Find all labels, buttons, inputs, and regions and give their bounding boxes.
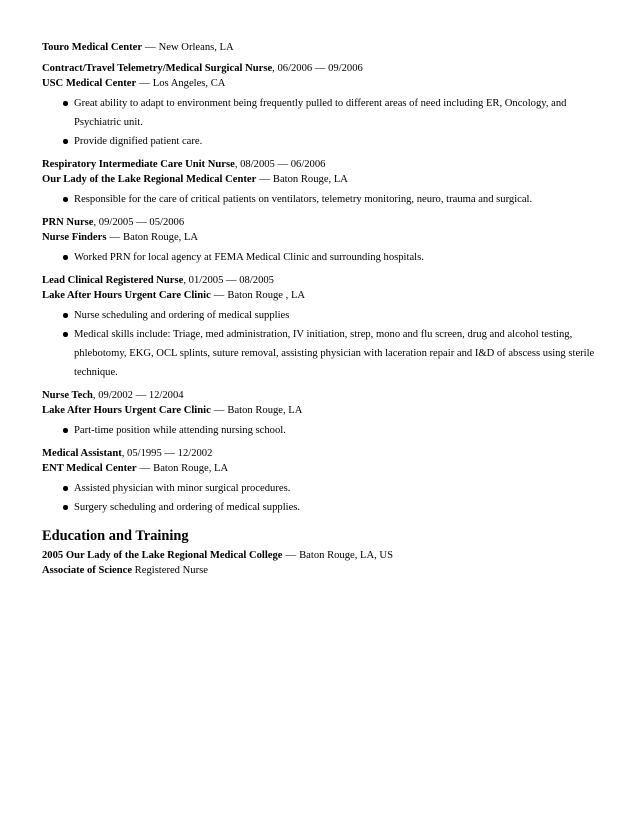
- degree-line-title: Associate of Science: [42, 565, 133, 576]
- job-title-line-title: PRN Nurse: [42, 217, 94, 228]
- job-title-line: [42, 157, 598, 172]
- separator-dash: —: [109, 232, 121, 243]
- education-section: [42, 527, 598, 578]
- job-title-line: [42, 388, 598, 403]
- employer-line-detail: Baton Rouge, LA: [272, 174, 348, 185]
- job-title-line-title: Respiratory Intermediate Care Unit Nurse: [42, 159, 235, 170]
- duty-text: Nurse scheduling and ordering of medical supplies: [74, 310, 290, 321]
- bullet-icon: [63, 428, 68, 433]
- bullet-icon: [63, 313, 68, 318]
- employer-line-title: Our Lady of the Lake Regional Medical Center: [42, 174, 257, 185]
- employer-line-detail: Los Angeles, CA: [152, 78, 226, 89]
- duty-item: [42, 94, 598, 132]
- employer-line-title: USC Medical Center: [42, 78, 137, 89]
- experience-entry: [42, 446, 598, 517]
- employer-line-title: Lake After Hours Urgent Care Clinic: [42, 290, 211, 301]
- employer-line: [42, 461, 598, 476]
- separator-dash: —: [213, 405, 225, 416]
- employer-line-detail: New Orleans, LA: [158, 42, 234, 53]
- duty-text: Responsible for the care of critical patients on ventilators, telemetry monitoring, neuro, trauma and surgical.: [74, 194, 533, 205]
- employer-line: [42, 230, 598, 245]
- bullet-icon: [63, 332, 68, 337]
- separator-dash: —: [139, 78, 150, 89]
- employer-line-detail: Baton Rouge , LA: [227, 290, 306, 301]
- job-title-line-detail: , 05/1995 — 12/2002: [121, 448, 213, 459]
- duty-item: [42, 306, 598, 325]
- employer-line: [42, 40, 598, 55]
- job-title-line-detail: , 09/2002 — 12/2004: [92, 390, 184, 401]
- job-title-line: [42, 61, 598, 76]
- job-title-line: [42, 446, 598, 461]
- employer-line: [42, 76, 598, 91]
- employer-line-title: Touro Medical Center: [42, 42, 143, 53]
- employer-line-title: ENT Medical Center: [42, 463, 137, 474]
- duty-item: [42, 498, 598, 517]
- school-line-detail: Baton Rouge, LA, US: [299, 550, 393, 561]
- job-title-line-detail: , 06/2006 — 09/2006: [272, 63, 363, 74]
- degree-line-detail: Registered Nurse: [132, 565, 208, 576]
- employer-line-detail: Baton Rouge, LA: [153, 463, 229, 474]
- bullet-icon: [63, 255, 68, 260]
- employer-line-title: Lake After Hours Urgent Care Clinic: [42, 405, 211, 416]
- duty-item: [42, 479, 598, 498]
- duty-text: Great ability to adapt to environment being frequently pulled to different areas of need including ER, Oncology, and Psychiatric unit.: [74, 98, 567, 128]
- experience-entry: [42, 157, 598, 209]
- school-line-title: 2005 Our Lady of the Lake Regional Medical College: [42, 550, 283, 561]
- bullet-icon: [63, 139, 68, 144]
- school-line: [42, 548, 598, 563]
- employer-line: [42, 288, 598, 303]
- experience-entry: [42, 215, 598, 267]
- duty-text: Part-time position while attending nursing school.: [74, 425, 286, 436]
- separator-dash: —: [139, 463, 151, 474]
- duties-list: [42, 479, 598, 517]
- duties-list: [42, 306, 598, 382]
- experience-list: [42, 40, 598, 517]
- duty-item: [42, 190, 598, 209]
- employer-line: [42, 172, 598, 187]
- education-lines: [42, 548, 598, 578]
- bullet-icon: [63, 505, 68, 510]
- separator-dash: —: [145, 42, 156, 53]
- job-title-line-detail: , 09/2005 — 05/2006: [93, 217, 185, 228]
- experience-entry: [42, 61, 598, 151]
- bullet-icon: [63, 486, 68, 491]
- duty-item: [42, 248, 598, 267]
- job-title-line-title: Contract/Travel Telemetry/Medical Surgical Nurse: [42, 63, 273, 74]
- duty-item: [42, 421, 598, 440]
- separator-dash: —: [213, 290, 225, 301]
- experience-entry: [42, 273, 598, 382]
- separator-dash: —: [259, 174, 270, 185]
- duty-text: Provide dignified patient care.: [74, 136, 203, 147]
- duty-text: Assisted physician with minor surgical procedures.: [74, 483, 291, 494]
- employer-line: [42, 403, 598, 418]
- duties-list: [42, 94, 598, 151]
- duties-list: [42, 248, 598, 267]
- job-title-line-detail: , 08/2005 — 06/2006: [234, 159, 326, 170]
- duty-item: [42, 325, 598, 382]
- bullet-icon: [63, 197, 68, 202]
- job-title-line-title: Medical Assistant: [42, 448, 122, 459]
- employer-line-detail: Baton Rouge, LA: [123, 232, 199, 243]
- separator-dash: —: [285, 550, 297, 561]
- duties-list: [42, 190, 598, 209]
- employer-line-detail: Baton Rouge, LA: [227, 405, 303, 416]
- duty-text: Medical skills include: Triage, med administration, IV initiation, strep, mono and flu screen, drug and alcohol testing, phlebotomy, EKG, OCL splints, suture removal, assisting physician with laceration repair and I&D of abscess using sterile technique.: [74, 329, 595, 378]
- duty-text: Surgery scheduling and ordering of medical supplies.: [74, 502, 301, 513]
- experience-entry: [42, 388, 598, 440]
- duty-item: [42, 132, 598, 151]
- job-title-line-title: Nurse Tech: [42, 390, 93, 401]
- job-title-line: [42, 273, 598, 288]
- degree-line: [42, 563, 598, 578]
- education-heading: Education and Training: [42, 528, 189, 544]
- resume-content: [42, 40, 598, 578]
- experience-entry: [42, 40, 598, 55]
- job-title-line: [42, 215, 598, 230]
- duty-text: Worked PRN for local agency at FEMA Medical Clinic and surrounding hospitals.: [74, 252, 424, 263]
- employer-line-title: Nurse Finders: [42, 232, 107, 243]
- bullet-icon: [63, 101, 68, 106]
- job-title-line-detail: , 01/2005 — 08/2005: [183, 275, 274, 286]
- duties-list: [42, 421, 598, 440]
- job-title-line-title: Lead Clinical Registered Nurse: [42, 275, 184, 286]
